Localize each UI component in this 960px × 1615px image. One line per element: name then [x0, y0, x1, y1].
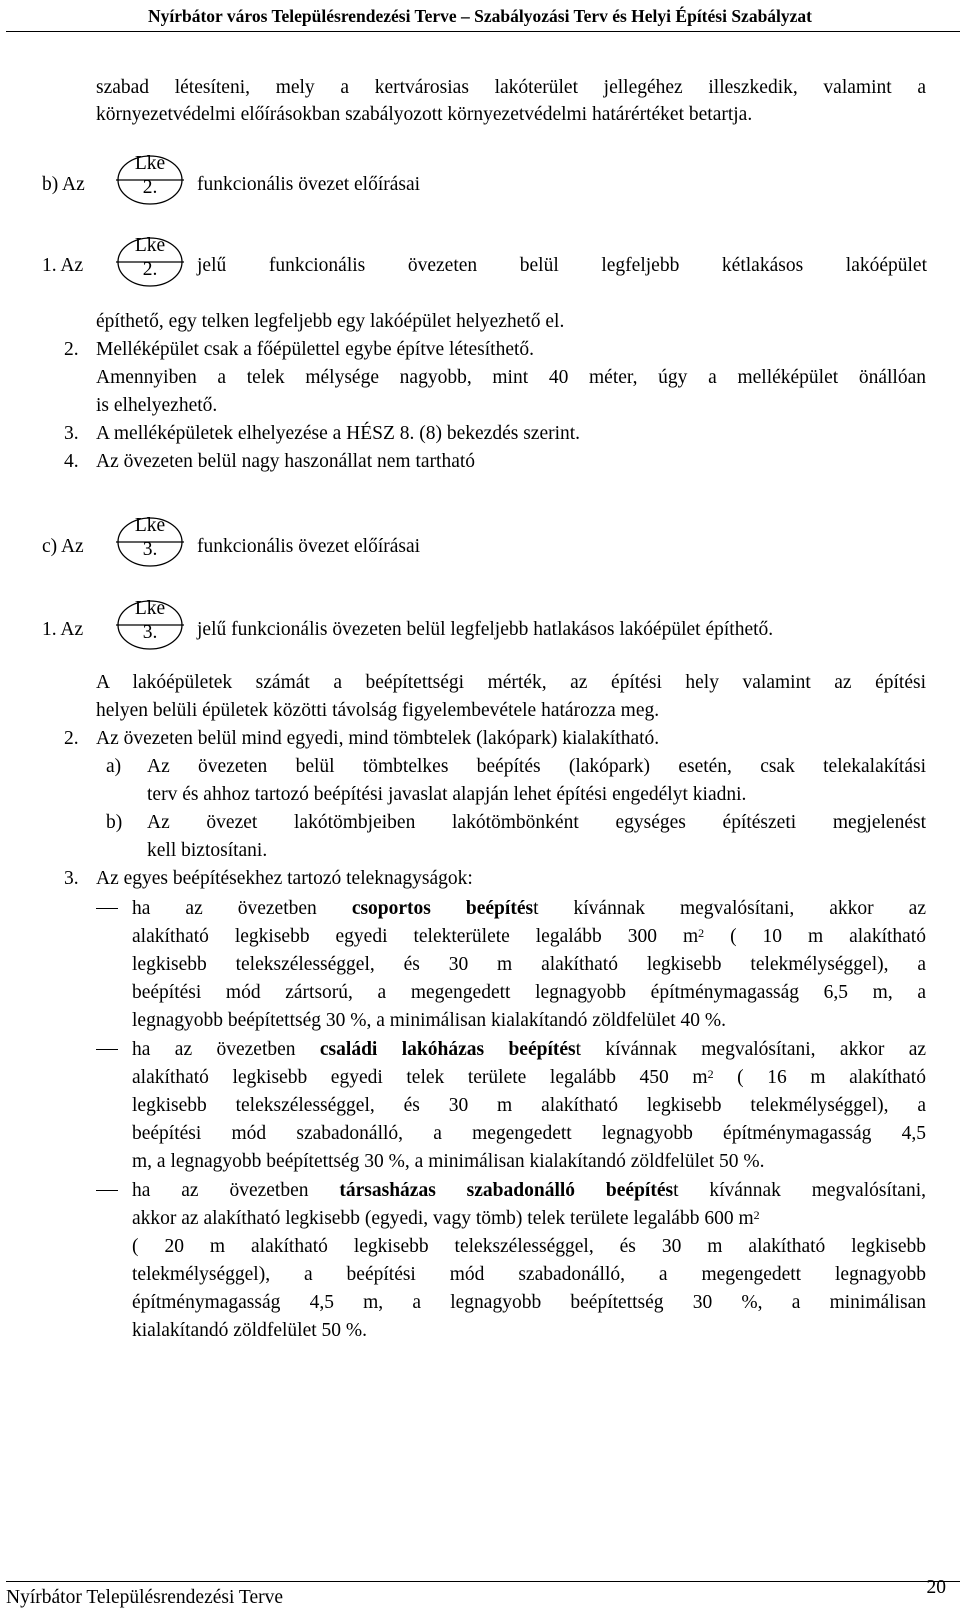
- section-c-item2a-label: a): [106, 756, 122, 777]
- bullet3-line3: ( 20 m alakítható legkisebb telekszélességgel, és 30 m alakítható legkisebb: [132, 1236, 926, 1257]
- section-c-item1-cont1: A lakóépületek számát a beépítettségi mérték, az építési hely valamint az építési: [96, 672, 926, 693]
- section-b-item2-text: Melléképület csak a főépülettel egybe építve létesíthető.: [96, 339, 535, 360]
- section-b-item1-label: 1. Az: [42, 255, 84, 276]
- section-c-item1-label: 1. Az: [42, 619, 84, 640]
- section-c-label: c) Az: [42, 536, 84, 557]
- symbol-top-text: Lke: [134, 598, 166, 619]
- symbol-top-text: Lke: [134, 235, 166, 256]
- section-b-item3-text: A melléképületek elhelyezése a HÉSZ 8. (8) bekezdés szerint.: [96, 423, 581, 444]
- symbol-top-text: Lke: [134, 153, 166, 174]
- symbol-top-text: Lke: [134, 515, 166, 536]
- symbol-bottom-text: 3.: [142, 622, 158, 643]
- bullet2-line3: legkisebb telekszélességgel, és 30 m alakítható legkisebb telekmélységgel), a: [132, 1095, 926, 1116]
- bullet3-line4: telekmélységgel), a beépítési mód szabadonálló, a megengedett legnagyobb: [132, 1264, 926, 1285]
- bullet1-line1: ha az övezetben csoportos beépítést kívánnak megvalósítani, akkor az: [132, 898, 926, 919]
- zone-symbol-lke2: [110, 152, 190, 202]
- bullet2-line1: ha az övezetben családi lakóházas beépítést kívánnak megvalósítani, akkor az: [132, 1039, 927, 1060]
- page-header-title: Nyírbátor város Településrendezési Terve – Szabályozási Terv és Helyi Építési Szabályzat: [147, 6, 813, 26]
- section-c-item2b-line2: kell biztosítani.: [147, 840, 268, 861]
- dash-bullet-icon: [96, 908, 118, 909]
- bullet1-line3: legkisebb telekszélességgel, és 30 m alakítható legkisebb telekmélységgel), a: [132, 954, 926, 975]
- section-c-item2a-line2: terv és ahhoz tartozó beépítési javaslat alapján lehet építési engedélyt kiadni.: [147, 784, 747, 805]
- bullet3-line5: építménymagasság 4,5 m, a legnagyobb beépítettség 30 %, a minimálisan: [132, 1292, 926, 1313]
- bullet3-line6: kialakítandó zöldfelület 50 %.: [132, 1320, 368, 1341]
- symbol-bottom-text: 2.: [142, 177, 158, 198]
- section-b-item3-num: 3.: [64, 423, 79, 444]
- section-c-item2b-label: b): [106, 812, 123, 833]
- section-c-item1-cont2: helyen belüli épületek közötti távolság figyelembevétele határozza meg.: [96, 700, 660, 721]
- zone-symbol-lke3: [110, 597, 190, 647]
- bullet2-line5: m, a legnagyobb beépítettség 30 %, a minimálisan kialakítandó zöldfelület 50 %.: [132, 1151, 765, 1172]
- bullet1-line5: legnagyobb beépítettség 30 %, a minimálisan kialakítandó zöldfelület 40 %.: [132, 1010, 727, 1031]
- section-b-item1-cont: építhető, egy telken legfeljebb egy lakóépület helyezhető el.: [96, 311, 565, 332]
- zone-symbol-lke2: [110, 234, 190, 284]
- bullet2-line4: beépítési mód szabadonálló, a megengedett legnagyobb építménymagasság 4,5: [132, 1123, 926, 1144]
- intro-line-2: környezetvédelmi előírásokban szabályozott környezetvédelmi határértéket betartja.: [96, 104, 753, 125]
- section-b-item2-cont2: is elhelyezhető.: [96, 395, 218, 416]
- intro-line-1: szabad létesíteni, mely a kertvárosias lakóterület jellegéhez illeszkedik, valamint a: [96, 77, 926, 98]
- section-c-item2a-line1: Az övezeten belül tömbtelkes beépítés (lakópark) esetén, csak telekalakítási: [147, 756, 926, 777]
- section-c-item2b-line1: Az övezet lakótömbjeiben lakótömbönként egységes építészeti megjelenést: [147, 812, 926, 833]
- header-divider: [6, 31, 960, 32]
- section-b-item1-text: jelű funkcionális övezeten belül legfeljebb kétlakásos lakóépület: [197, 255, 927, 276]
- section-c-item3-num: 3.: [64, 868, 79, 889]
- section-b-item2-num: 2.: [64, 339, 79, 360]
- section-b-item4-num: 4.: [64, 451, 79, 472]
- bullet2-line2: alakítható legkisebb egyedi telek területe legalább 450 $m^2$ ( 16 m alakítható: [132, 1067, 926, 1088]
- section-c-item2-text: Az övezeten belül mind egyedi, mind tömbtelek (lakópark) kialakítható.: [96, 728, 660, 749]
- zone-symbol-lke3: [110, 514, 190, 564]
- footer-title: Nyírbátor Településrendezési Terve: [6, 1587, 284, 1608]
- section-b-label: b) Az: [42, 174, 85, 195]
- bullet1-line4: beépítési mód zártsorú, a megengedett legnagyobb építménymagasság 6,5 m, a: [132, 982, 926, 1003]
- symbol-bottom-text: 3.: [142, 539, 158, 560]
- section-c-title: funkcionális övezet előírásai: [197, 536, 421, 557]
- page-number: 20: [926, 1577, 946, 1598]
- symbol-bottom-text: 2.: [142, 259, 158, 280]
- section-b-item2-cont1: Amennyiben a telek mélysége nagyobb, mint 40 méter, úgy a melléképület önállóan: [96, 367, 926, 388]
- section-c-item2-num: 2.: [64, 728, 79, 749]
- dash-bullet-icon: [96, 1049, 118, 1050]
- bullet3-line2: akkor az alakítható legkisebb (egyedi, vagy tömb) telek területe legalább 600 $m^2$: [132, 1208, 760, 1229]
- section-b-item4-text: Az övezeten belül nagy haszonállat nem tartható: [96, 451, 476, 472]
- section-b-title: funkcionális övezet előírásai: [197, 174, 421, 195]
- section-c-item3-text: Az egyes beépítésekhez tartozó teleknagyságok:: [96, 868, 473, 889]
- bullet3-line1: ha az övezetben társasházas szabadonálló beépítést kívánnak megvalósítani,: [132, 1180, 926, 1201]
- dash-bullet-icon: [96, 1190, 118, 1191]
- footer-divider: [6, 1581, 960, 1582]
- bullet1-line2: alakítható legkisebb egyedi telekterülete legalább 300 $m^2$ ( 10 m alakítható: [132, 926, 926, 947]
- section-c-item1-text: jelű funkcionális övezeten belül legfeljebb hatlakásos lakóépület építhető.: [197, 619, 774, 640]
